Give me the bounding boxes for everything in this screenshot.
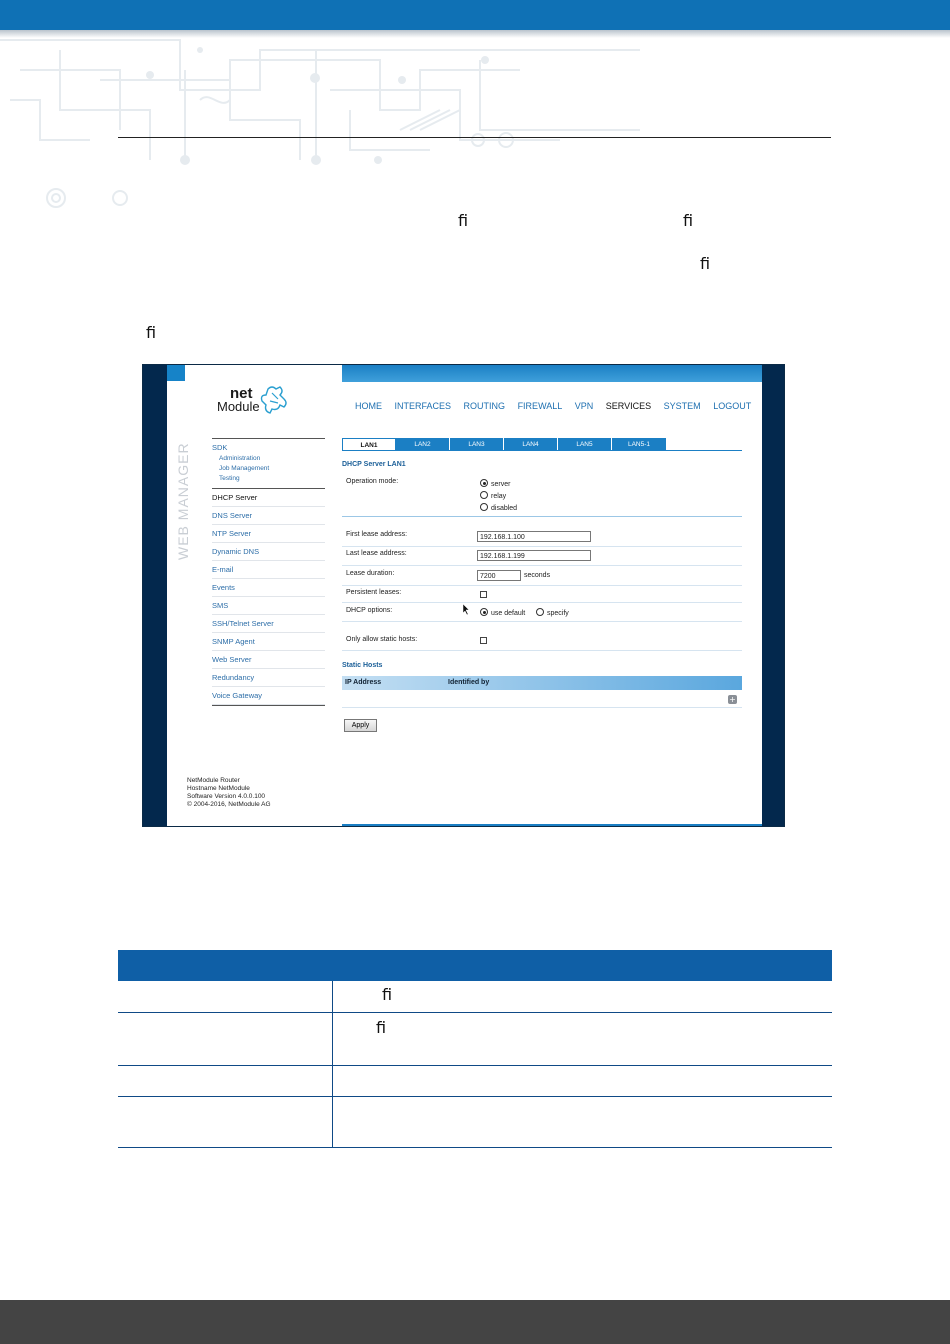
sidebar-item-snmp-agent[interactable]: SNMP Agent xyxy=(212,633,325,651)
last-lease-input[interactable]: 192.168.1.199 xyxy=(477,550,591,561)
puzzle-logo-icon xyxy=(260,385,290,417)
circuit-background-graphic xyxy=(0,30,640,220)
operation-mode-label: Operation mode: xyxy=(346,478,399,485)
services-menu xyxy=(212,438,325,706)
sidebar-item-ssh-telnet[interactable]: SSH/Telnet Server xyxy=(212,615,325,633)
nav-routing[interactable]: ROUTING xyxy=(463,401,506,411)
static-hosts-title: Static Hosts xyxy=(342,662,383,669)
text-fragment: ﬁ xyxy=(146,323,157,342)
sidebar-item-voice-gateway[interactable]: Voice Gateway xyxy=(212,687,325,705)
nav-interfaces[interactable]: INTERFACES xyxy=(394,401,452,411)
sidebar-subitem[interactable]: Job Management xyxy=(219,465,270,472)
tab-lan5[interactable]: LAN5 xyxy=(558,438,612,451)
sidebar-item-email[interactable]: E-mail xyxy=(212,561,325,579)
sidebar-item-events[interactable]: Events xyxy=(212,579,325,597)
nav-services[interactable]: SERVICES xyxy=(605,401,652,411)
web-manager-sidebar xyxy=(167,365,342,827)
first-lease-input[interactable]: 192.168.1.100 xyxy=(477,531,591,542)
radio-server[interactable]: server xyxy=(480,479,510,488)
section-title: DHCP Server LAN1 xyxy=(342,461,406,468)
persistent-leases-checkbox[interactable] xyxy=(480,591,487,598)
tab-lan5-1[interactable]: LAN5-1 xyxy=(612,438,667,451)
static-hosts-only-checkbox[interactable] xyxy=(480,637,487,644)
last-lease-label: Last lease address: xyxy=(346,550,407,557)
dhcp-options-label: DHCP options: xyxy=(346,607,393,614)
system-info-footer: NetModule Router Hostname NetModule Software Version 4.0.0.100 © 2004-2016, NetModule AG xyxy=(187,777,271,808)
table-row xyxy=(118,981,832,1012)
text-fragment: ﬁ xyxy=(376,1017,387,1037)
sidebar-item-dhcp-server[interactable]: DHCP Server xyxy=(212,489,325,507)
sidebar-item-dynamic-dns[interactable]: Dynamic DNS xyxy=(212,543,325,561)
radio-specify[interactable]: specify xyxy=(536,608,569,617)
sidebar-item-dns-server[interactable]: DNS Server xyxy=(212,507,325,525)
sidebar-subitem[interactable]: Testing xyxy=(219,475,240,482)
static-hosts-only-label: Only allow static hosts: xyxy=(346,636,418,643)
text-fragment: ﬁ xyxy=(458,211,469,230)
add-host-icon[interactable]: + xyxy=(729,695,736,704)
sidebar-item-sms[interactable]: SMS xyxy=(212,597,325,615)
table-row xyxy=(118,1065,832,1096)
nav-firewall[interactable]: FIREWALL xyxy=(517,401,563,411)
table-row xyxy=(118,1012,832,1065)
top-navigation xyxy=(355,401,761,411)
web-manager-label: WEB MANAGER xyxy=(175,442,191,560)
first-lease-label: First lease address: xyxy=(346,531,408,538)
header-rule xyxy=(118,137,831,138)
sidebar-item-sdk[interactable]: SDK xyxy=(212,443,228,452)
tab-lan1[interactable]: LAN1 xyxy=(342,438,396,451)
table-header xyxy=(118,950,832,981)
sidebar-item-ntp-server[interactable]: NTP Server xyxy=(212,525,325,543)
lease-duration-unit: seconds xyxy=(524,572,551,579)
sidebar-item-redundancy[interactable]: Redundancy xyxy=(212,669,325,687)
column-identified-by: Identified by xyxy=(448,679,490,686)
netmodule-logo: net Module xyxy=(217,385,307,419)
lease-duration-label: Lease duration: xyxy=(346,570,395,577)
nav-logout[interactable]: LOGOUT xyxy=(713,401,752,411)
tab-lan2[interactable]: LAN2 xyxy=(396,438,450,451)
page-header-bar xyxy=(0,0,950,30)
tab-lan3[interactable]: LAN3 xyxy=(450,438,504,451)
radio-disabled[interactable]: disabled xyxy=(480,503,517,512)
text-fragment: ﬁ xyxy=(700,254,711,273)
sidebar-item-web-server[interactable]: Web Server xyxy=(212,651,325,669)
radio-use-default[interactable]: use default xyxy=(480,608,525,617)
tab-lan4[interactable]: LAN4 xyxy=(504,438,558,451)
parameter-table xyxy=(118,950,832,1148)
apply-button[interactable]: Apply xyxy=(344,719,377,732)
radio-relay[interactable]: relay xyxy=(480,491,506,500)
lease-duration-input[interactable]: 7200 xyxy=(477,570,521,581)
mouse-cursor-icon xyxy=(463,604,470,615)
text-fragment: ﬁ xyxy=(683,211,694,230)
sidebar-subitem[interactable]: Administration xyxy=(219,455,261,462)
web-manager-content xyxy=(342,365,762,827)
nav-vpn[interactable]: VPN xyxy=(574,401,594,411)
static-hosts-table-header xyxy=(342,676,742,690)
table-row xyxy=(118,1096,832,1147)
text-fragment: ﬁ xyxy=(382,985,393,1004)
web-manager-screenshot xyxy=(142,364,785,827)
page-footer-bar xyxy=(0,1300,950,1344)
column-ip-address: IP Address xyxy=(345,679,382,686)
nav-home[interactable]: HOME xyxy=(355,401,382,411)
persistent-leases-label: Persistent leases: xyxy=(346,589,402,596)
nav-system[interactable]: SYSTEM xyxy=(663,401,701,411)
